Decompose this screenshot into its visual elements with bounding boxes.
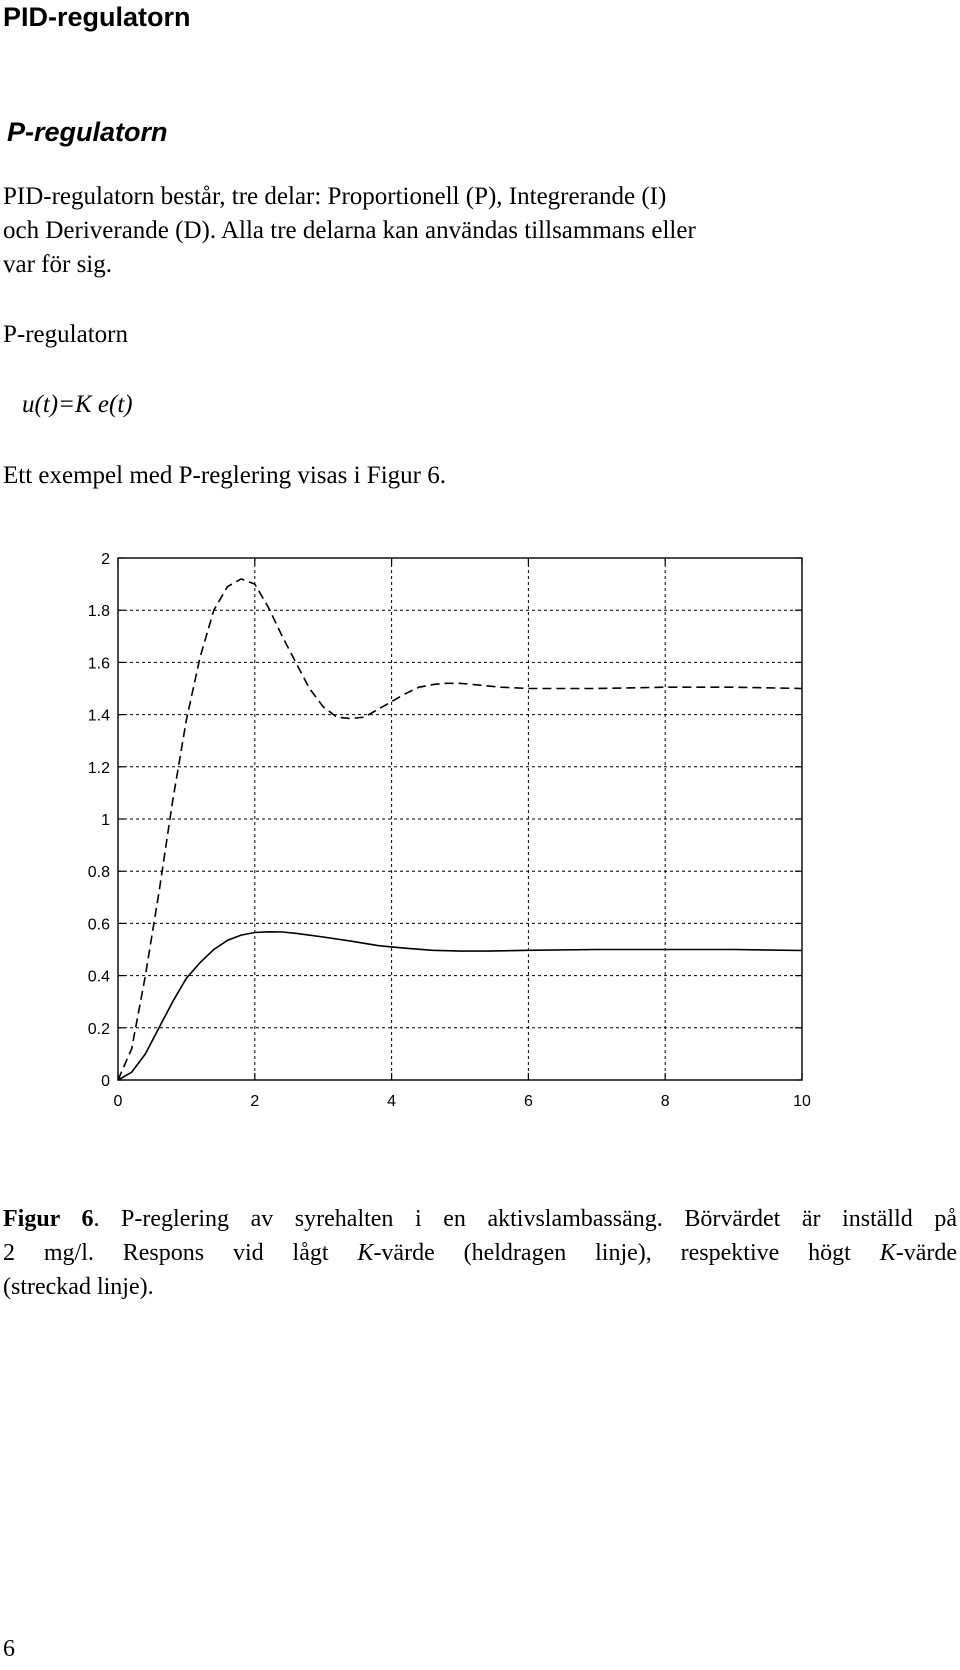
x-tick-label: 6 [523, 1093, 533, 1110]
example-sentence: Ett exempel med P-reglering visas i Figur 6. [3, 462, 446, 489]
y-tick-label: 0.2 [87, 1020, 110, 1038]
series-line-high-k-dashed [118, 579, 802, 1080]
page-number: 6 [3, 1636, 15, 1662]
x-tick-label: 8 [660, 1093, 670, 1110]
document-title: PID-regulatorn [3, 2, 191, 32]
section-heading: P-regulatorn [7, 117, 168, 147]
y-tick-label: 0 [101, 1073, 110, 1090]
y-tick-label: 1.6 [87, 655, 110, 673]
x-tick-label: 4 [387, 1093, 397, 1110]
chart-grid [118, 558, 802, 1080]
series-line-low-k-solid [118, 932, 802, 1080]
chart-tick-labels [88, 551, 811, 1110]
x-tick-label: 2 [250, 1093, 260, 1110]
figure-label: Figur 6 [3, 1206, 94, 1232]
x-tick-label: 0 [113, 1093, 123, 1110]
caption-text-2b: -värde (heldragen linje), respektive högt [373, 1240, 880, 1266]
control-law-formula: u(t)=K e(t) [22, 391, 133, 418]
caption-k-symbol-1: K [357, 1240, 374, 1266]
y-tick-label: 1.4 [87, 707, 110, 725]
caption-k-symbol-2: K [879, 1240, 896, 1266]
caption-text-2c: -värde [895, 1240, 958, 1266]
intro-paragraph-line-2: och Deriverande (D). Alla tre delarna kan användas tillsammans eller [3, 217, 696, 244]
p-regulator-label: P-regulatorn [3, 321, 128, 348]
caption-text-2a: 2 mg/l. Respons vid lågt [3, 1240, 358, 1266]
figure-caption-line-2 [3, 1236, 957, 1270]
caption-text-1: . P-reglering av syrehalten i en aktivslambassäng. Börvärdet är inställd på [93, 1206, 957, 1232]
x-tick-label: 10 [793, 1093, 811, 1110]
y-tick-label: 2 [101, 551, 110, 568]
intro-paragraph-line-1: PID-regulatorn består, tre delar: Proportionell (P), Integrerande (I) [3, 183, 667, 210]
chart-series [118, 579, 802, 1080]
y-tick-label: 1.2 [87, 759, 110, 777]
step-response-chart [0, 530, 960, 1190]
y-tick-label: 0.6 [87, 916, 110, 934]
figure-caption-line-3: (streckad linje). [3, 1274, 154, 1300]
y-tick-label: 0.8 [87, 864, 110, 882]
y-tick-label: 1 [101, 812, 110, 829]
y-tick-label: 1.8 [87, 603, 110, 621]
figure-caption-line-1 [3, 1202, 957, 1236]
y-tick-label: 0.4 [87, 968, 110, 986]
intro-paragraph-line-3: var för sig. [3, 251, 112, 278]
